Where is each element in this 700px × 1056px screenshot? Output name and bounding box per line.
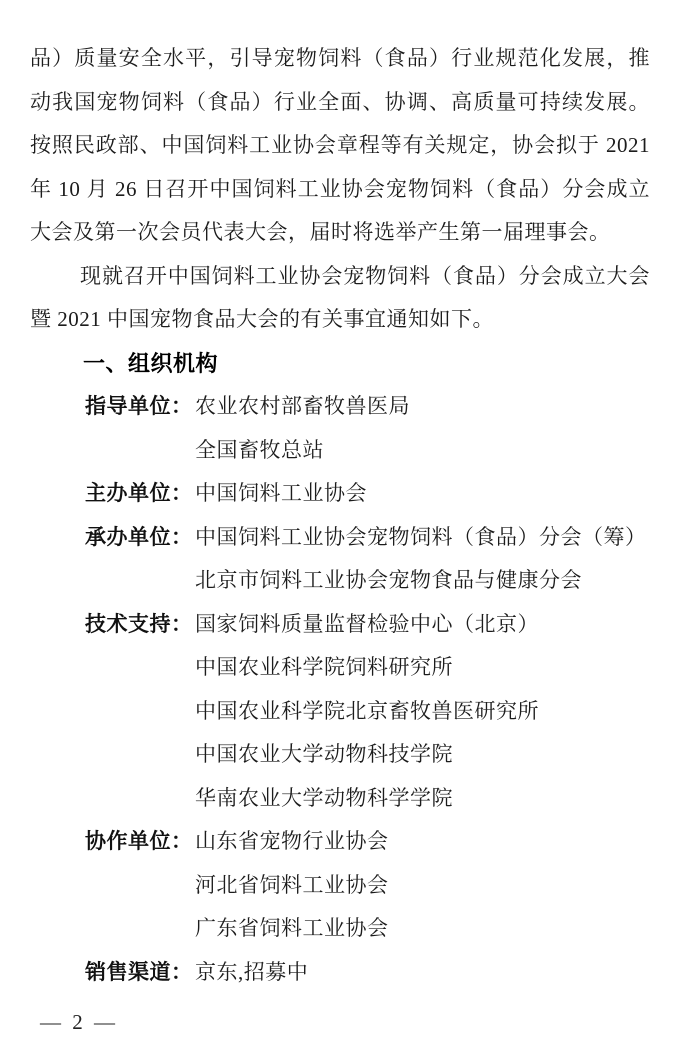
org-row-value: 中国农业科学院饲料研究所 — [195, 655, 453, 679]
paragraph-line: 大会及第一次会员代表大会，届时将选举产生第一届理事会。 — [30, 220, 611, 244]
org-row-value: 国家饲料质量监督检验中心（北京） — [195, 611, 539, 636]
paragraph-line: 暨 2021 中国宠物食品大会的有关事宜通知如下。 — [30, 307, 494, 331]
org-row-value: 农业农村部畜牧兽医局 — [195, 394, 410, 418]
org-row-label: 承办单位： — [85, 524, 193, 549]
org-row — [30, 603, 650, 647]
org-row-label: 销售渠道： — [85, 959, 193, 984]
org-row-continuation — [30, 907, 650, 951]
org-row — [30, 385, 650, 429]
paragraph-line: 动我国宠物饲料（食品）行业全面、协调、高质量可持续发展。 — [30, 89, 650, 114]
org-row-value: 中国农业科学院北京畜牧兽医研究所 — [195, 698, 539, 723]
paragraph-line: 品）质量安全水平，引导宠物饲料（食品）行业规范化发展，推 — [30, 46, 650, 70]
org-row-continuation — [30, 646, 650, 690]
org-row — [30, 820, 650, 864]
org-row-label: 指导单位： — [85, 394, 193, 418]
org-row-value: 山东省宠物行业协会 — [195, 829, 389, 853]
org-row-continuation — [30, 777, 650, 821]
org-row-continuation — [30, 559, 650, 603]
org-row-value: 广东省饲料工业协会 — [195, 916, 389, 940]
org-row-label: 协作单位： — [85, 829, 193, 853]
org-row-continuation — [30, 690, 650, 734]
paragraph-line: 按照民政部、中国饲料工业协会章程等有关规定，协会拟于 2021 — [30, 133, 650, 157]
org-row-value: 中国饲料工业协会宠物饲料（食品）分会（筹） — [195, 524, 647, 549]
document-content — [30, 37, 650, 994]
org-row-value: 河北省饲料工业协会 — [195, 872, 389, 897]
org-row-continuation — [30, 429, 650, 473]
org-row-value: 京东,招募中 — [195, 959, 309, 984]
org-row-continuation — [30, 733, 650, 777]
org-row-value: 华南农业大学动物科学学院 — [195, 785, 453, 810]
section-heading: 一、组织机构 — [83, 350, 219, 376]
org-row — [30, 516, 650, 560]
org-row-value: 北京市饲料工业协会宠物食品与健康分会 — [195, 568, 582, 592]
org-row — [30, 951, 650, 995]
org-row-value: 中国饲料工业协会 — [195, 481, 367, 505]
org-row — [30, 472, 650, 516]
org-row-value: 中国农业大学动物科技学院 — [195, 742, 453, 766]
org-row-label: 主办单位： — [85, 481, 193, 505]
org-row-continuation — [30, 864, 650, 908]
page-number: — 2 — — [40, 1010, 118, 1034]
org-row-label: 技术支持： — [85, 611, 193, 636]
paragraph-line: 年 10 月 26 日召开中国饲料工业协会宠物饲料（食品）分会成立 — [30, 176, 650, 201]
paragraph-line: 现就召开中国饲料工业协会宠物饲料（食品）分会成立大会 — [80, 263, 650, 288]
org-row-value: 全国畜牧总站 — [195, 437, 324, 462]
